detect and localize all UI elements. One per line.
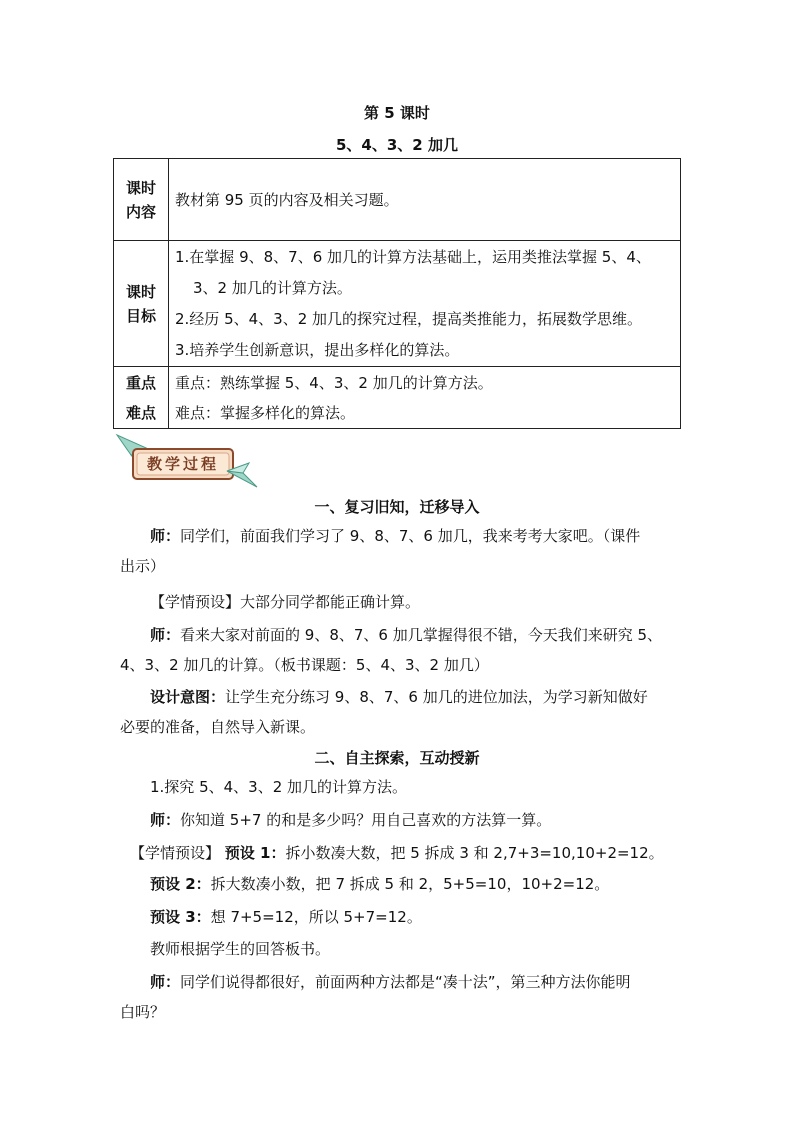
- paragraph-text: 看来大家对前面的 9、8、7、6 加几掌握得很不错，今天我们来研究 5、: [180, 626, 663, 644]
- paragraph-text: 你知道 5+7 的和是多少吗？用自己喜欢的方法算一算。: [180, 811, 552, 829]
- paragraph-line: 白吗？: [120, 1003, 166, 1021]
- goal-item: 3.培养学生创新意识，提出多样化的算法。: [175, 340, 460, 359]
- lesson-number: 第 5 课时: [364, 104, 430, 122]
- paragraph-line: [120, 682, 680, 712]
- label-line: 课时: [125, 282, 156, 301]
- badge-label: 教学过程: [146, 455, 219, 473]
- label-line: 内容: [125, 202, 156, 221]
- paragraph-line: [130, 838, 690, 868]
- paragraph-line: 必要的准备，自然导入新课。: [120, 718, 316, 736]
- preset-label: 预设 1：: [224, 844, 286, 862]
- speaker-label: 师：: [150, 811, 181, 829]
- paragraph-line: [120, 620, 680, 650]
- paragraph-line: [120, 587, 680, 617]
- row-label-content: [114, 159, 169, 241]
- paragraph-line: 出示）: [120, 557, 166, 575]
- paragraph-line: 4、3、2 加几的计算。（板书课题：5、4、3、2 加几）: [120, 656, 489, 674]
- speaker-label: 师：: [150, 626, 181, 644]
- table-row-content: [114, 159, 681, 241]
- teaching-process-badge: [115, 433, 260, 488]
- row-label-goals: [114, 241, 169, 367]
- table-row-keypoints: [114, 367, 681, 429]
- paragraph-line: [120, 521, 680, 551]
- paragraph-line: 1.探究 5、4、3、2 加几的计算方法。: [150, 778, 408, 796]
- paragraph-text: 拆小数凑大数，把 5 拆成 3 和 2,7+3=10,10+2=12。: [285, 844, 664, 862]
- paragraph-line: [120, 902, 680, 932]
- section2-heading: 二、自主探索，互动授新: [314, 749, 480, 767]
- speaker-label: 师：: [150, 973, 181, 991]
- preset-label: 预设 2：: [150, 875, 211, 893]
- goal-item: 1.在掌握 9、8、7、6 加几的计算方法基础上，运用类推法掌握 5、4、3、2 加几的计算方法。: [175, 247, 651, 297]
- paragraph-line: [120, 805, 680, 835]
- table-row-goals: [114, 241, 681, 367]
- preset-tag: 【学情预设】: [130, 844, 221, 862]
- preset-tag: 【学情预设】: [150, 593, 241, 611]
- label-line: 课时: [125, 178, 156, 197]
- paragraph-text: 大部分同学都能正确计算。: [240, 593, 421, 611]
- design-intent-label: 设计意图：: [150, 688, 226, 706]
- row-content-text: 教材第 95 页的内容及相关习题。: [169, 159, 681, 241]
- paragraph-line: 教师根据学生的回答板书。: [150, 940, 331, 958]
- label-line: 重点: [125, 373, 156, 392]
- lesson-info-table: [113, 158, 681, 429]
- label-line: 难点: [125, 403, 156, 422]
- key-point: 重点：熟练掌握 5、4、3、2 加几的计算方法。: [175, 373, 493, 392]
- goal-item: 2.经历 5、4、3、2 加几的探究过程，提高类推能力，拓展数学思维。: [175, 309, 643, 328]
- section1-heading: 一、复习旧知，迁移导入: [314, 498, 480, 516]
- paragraph-text: 同学们，前面我们学习了 9、8、7、6 加几，我来考考大家吧。（课件: [180, 527, 641, 545]
- lesson-title: 5、4、3、2 加几: [336, 136, 458, 154]
- paragraph-line: [120, 869, 680, 899]
- paragraph-text: 拆大数凑小数，把 7 拆成 5 和 2，5+5=10，10+2=12。: [210, 875, 610, 893]
- preset-label: 预设 3：: [150, 908, 211, 926]
- paragraph-line: [120, 967, 680, 997]
- label-line: 目标: [125, 306, 156, 325]
- speaker-label: 师：: [150, 527, 181, 545]
- difficult-point: 难点：掌握多样化的算法。: [175, 403, 356, 422]
- row-keypoints-content: [169, 367, 681, 429]
- row-label-keypoints: [114, 367, 169, 429]
- row-goals-content: [169, 241, 681, 367]
- paragraph-text: 让学生充分练习 9、8、7、6 加几的进位加法，为学习新知做好: [225, 688, 648, 706]
- paragraph-text: 同学们说得都很好，前面两种方法都是“凑十法”，第三种方法你能明: [180, 973, 631, 991]
- paragraph-text: 想 7+5=12，所以 5+7=12。: [210, 908, 422, 926]
